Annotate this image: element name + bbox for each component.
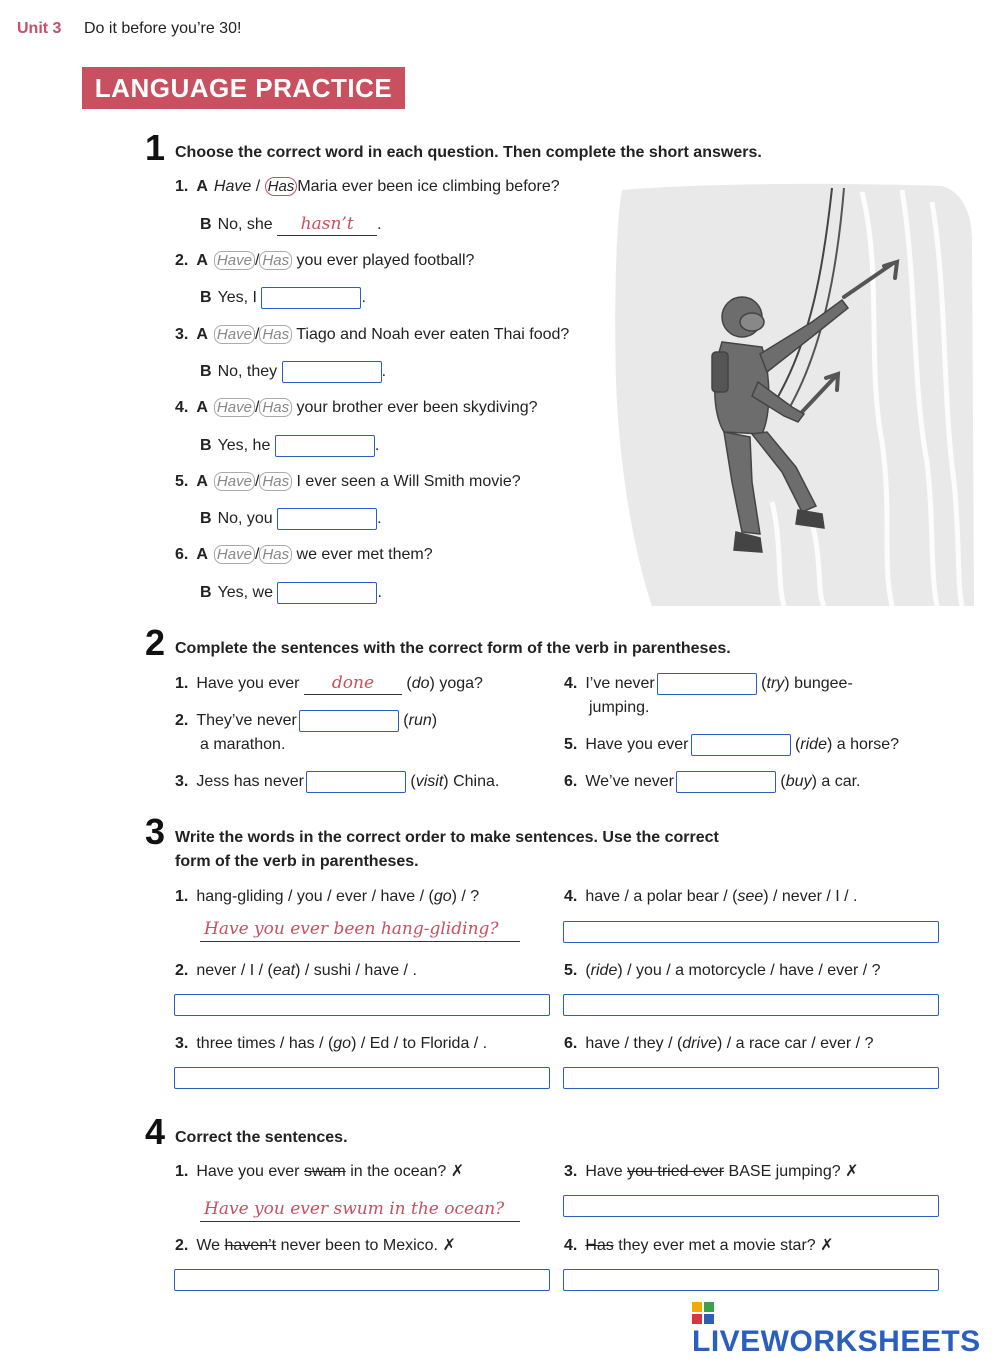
s3-item-4-prompt: 4. have / a polar bear / (see) / never / I / . (564, 888, 858, 905)
exercise-4-instruction: Correct the sentences. (175, 1129, 348, 1146)
wrong-mark-icon: ✗ (820, 1237, 834, 1254)
exercise-3-instruction-line2: form of the verb in parentheses. (175, 853, 419, 870)
s3-item-1-answer-line (200, 919, 520, 942)
s3-item-6-prompt: 6. have / they / (drive) / a race car / ever / ? (564, 1035, 874, 1052)
s1-item-6-question: 6. A Have / Has we ever met them? (175, 546, 433, 563)
exercise-3-instruction-line1: Write the words in the correct order to make sentences. Use the correct (175, 829, 719, 846)
answer-input[interactable] (676, 771, 776, 793)
wrong-mark-icon: ✗ (450, 1163, 465, 1180)
s4-item-2-answer-input[interactable] (174, 1269, 550, 1291)
wrong-mark-icon: ✗ (442, 1237, 456, 1254)
has-option[interactable]: Has (259, 472, 292, 491)
s3-item-3-prompt: 3. three times / has / (go) / Ed / to Florida / . (175, 1035, 488, 1052)
answer-input[interactable] (657, 673, 757, 695)
s4-item-4-answer-input[interactable] (563, 1269, 939, 1291)
s1-item-1-answer: B No, she hasn’t . (200, 214, 382, 234)
s4-item-4-prompt: 4. Has they ever met a movie star? ✗ (564, 1237, 834, 1254)
answer-input[interactable] (277, 582, 377, 604)
wrong-mark-icon: ✗ (845, 1163, 859, 1180)
s4-item-1-prompt: 1. Have you ever swam in the ocean? ✗ (175, 1163, 465, 1180)
s1-item-3-answer: B No, they . (200, 361, 386, 383)
has-option[interactable]: Has (259, 398, 292, 417)
s3-item-5-prompt: 5. (ride) / you / a motorcycle / have / ever / ? (564, 962, 881, 979)
answer-input[interactable] (691, 734, 791, 756)
has-option[interactable]: Has (259, 545, 292, 564)
exercise-3-number: 3 (145, 811, 166, 852)
have-option[interactable]: Have (214, 251, 255, 270)
has-option[interactable]: Has (259, 325, 292, 344)
s4-item-3-answer-input[interactable] (563, 1195, 939, 1217)
s1-item-5-answer: B No, you . (200, 508, 382, 530)
exercise-1-number: 1 (145, 127, 166, 168)
s1-item-1-question: 1. A Have / Has Maria ever been ice climbing before? (175, 178, 560, 195)
s3-item-4-answer-input[interactable] (563, 921, 939, 943)
s2-item-3: 3. Jess has never (visit) China. (175, 771, 499, 793)
s3-item-6-answer-input[interactable] (563, 1067, 939, 1089)
answer-input[interactable] (277, 508, 377, 530)
s3-item-5-answer-input[interactable] (563, 994, 939, 1016)
s1-item-4-answer: B Yes, he . (200, 435, 379, 457)
s4-item-1-answer-line (200, 1199, 520, 1222)
s1-item-3-question: 3. A Have / Has Tiago and Noah ever eaten Thai food? (175, 326, 570, 343)
s3-item-3-answer-input[interactable] (174, 1067, 550, 1089)
ice-climber-illustration (612, 182, 974, 606)
answer-input[interactable] (306, 771, 406, 793)
answer-input[interactable] (282, 361, 382, 383)
s1-item-4-question: 4. A Have / Has your brother ever been skydiving? (175, 399, 538, 416)
have-option[interactable]: Have (214, 472, 255, 491)
s1-item-2-question: 2. A Have / Has you ever played football? (175, 252, 475, 269)
s3-item-1-prompt: 1. hang-gliding / you / ever / have / (go) / ? (175, 888, 480, 905)
exercise-1-instruction: Choose the correct word in each question. Then complete the short answers. (175, 144, 762, 161)
exercise-4-number: 4 (145, 1111, 166, 1152)
have-option[interactable]: Have (214, 545, 255, 564)
liveworksheets-logo-icon (692, 1298, 714, 1320)
s2-item-2: 2. They’ve never (run) (175, 710, 437, 732)
s2-item-5: 5. Have you ever (ride) a horse? (564, 734, 899, 756)
section-banner: LANGUAGE PRACTICE (82, 67, 405, 109)
example-answer: Have you ever swum in the ocean? (204, 1199, 505, 1219)
exercise-2-number: 2 (145, 622, 166, 663)
s2-item-4: 4. I’ve never (try) bungee- (564, 673, 853, 695)
has-option-selected: Has (265, 177, 298, 196)
have-option[interactable]: Have (214, 325, 255, 344)
answer-input[interactable] (299, 710, 399, 732)
answer-input[interactable] (261, 287, 361, 309)
liveworksheets-logo: LIVEWORKSHEETS (692, 1291, 1000, 1359)
exercise-2-instruction: Complete the sentences with the correct form of the verb in parentheses. (175, 640, 731, 657)
unit-label: Unit 3 (17, 20, 62, 37)
s4-item-2-prompt: 2. We haven’t never been to Mexico. ✗ (175, 1237, 456, 1254)
unit-title: Do it before you’re 30! (84, 20, 242, 37)
s2-item-4-cont: jumping. (589, 699, 650, 716)
s2-item-1: 1. Have you ever done (do) yoga? (175, 673, 483, 693)
s1-item-2-answer: B Yes, I . (200, 287, 366, 309)
example-answer: done (331, 673, 375, 693)
example-answer: hasn’t (300, 214, 354, 234)
s3-item-2-prompt: 2. never / I / (eat) / sushi / have / . (175, 962, 417, 979)
s1-item-6-answer: B Yes, we . (200, 582, 382, 604)
have-option[interactable]: Have (214, 398, 255, 417)
s3-item-2-answer-input[interactable] (174, 994, 550, 1016)
s4-item-3-prompt: 3. Have you tried ever BASE jumping? ✗ (564, 1163, 859, 1180)
example-answer: Have you ever been hang-gliding? (204, 919, 499, 939)
s1-item-5-question: 5. A Have / Has I ever seen a Will Smith movie? (175, 473, 521, 490)
has-option[interactable]: Has (259, 251, 292, 270)
s2-item-2-cont: a marathon. (200, 736, 286, 753)
answer-input[interactable] (275, 435, 375, 457)
s2-item-6: 6. We’ve never (buy) a car. (564, 771, 860, 793)
